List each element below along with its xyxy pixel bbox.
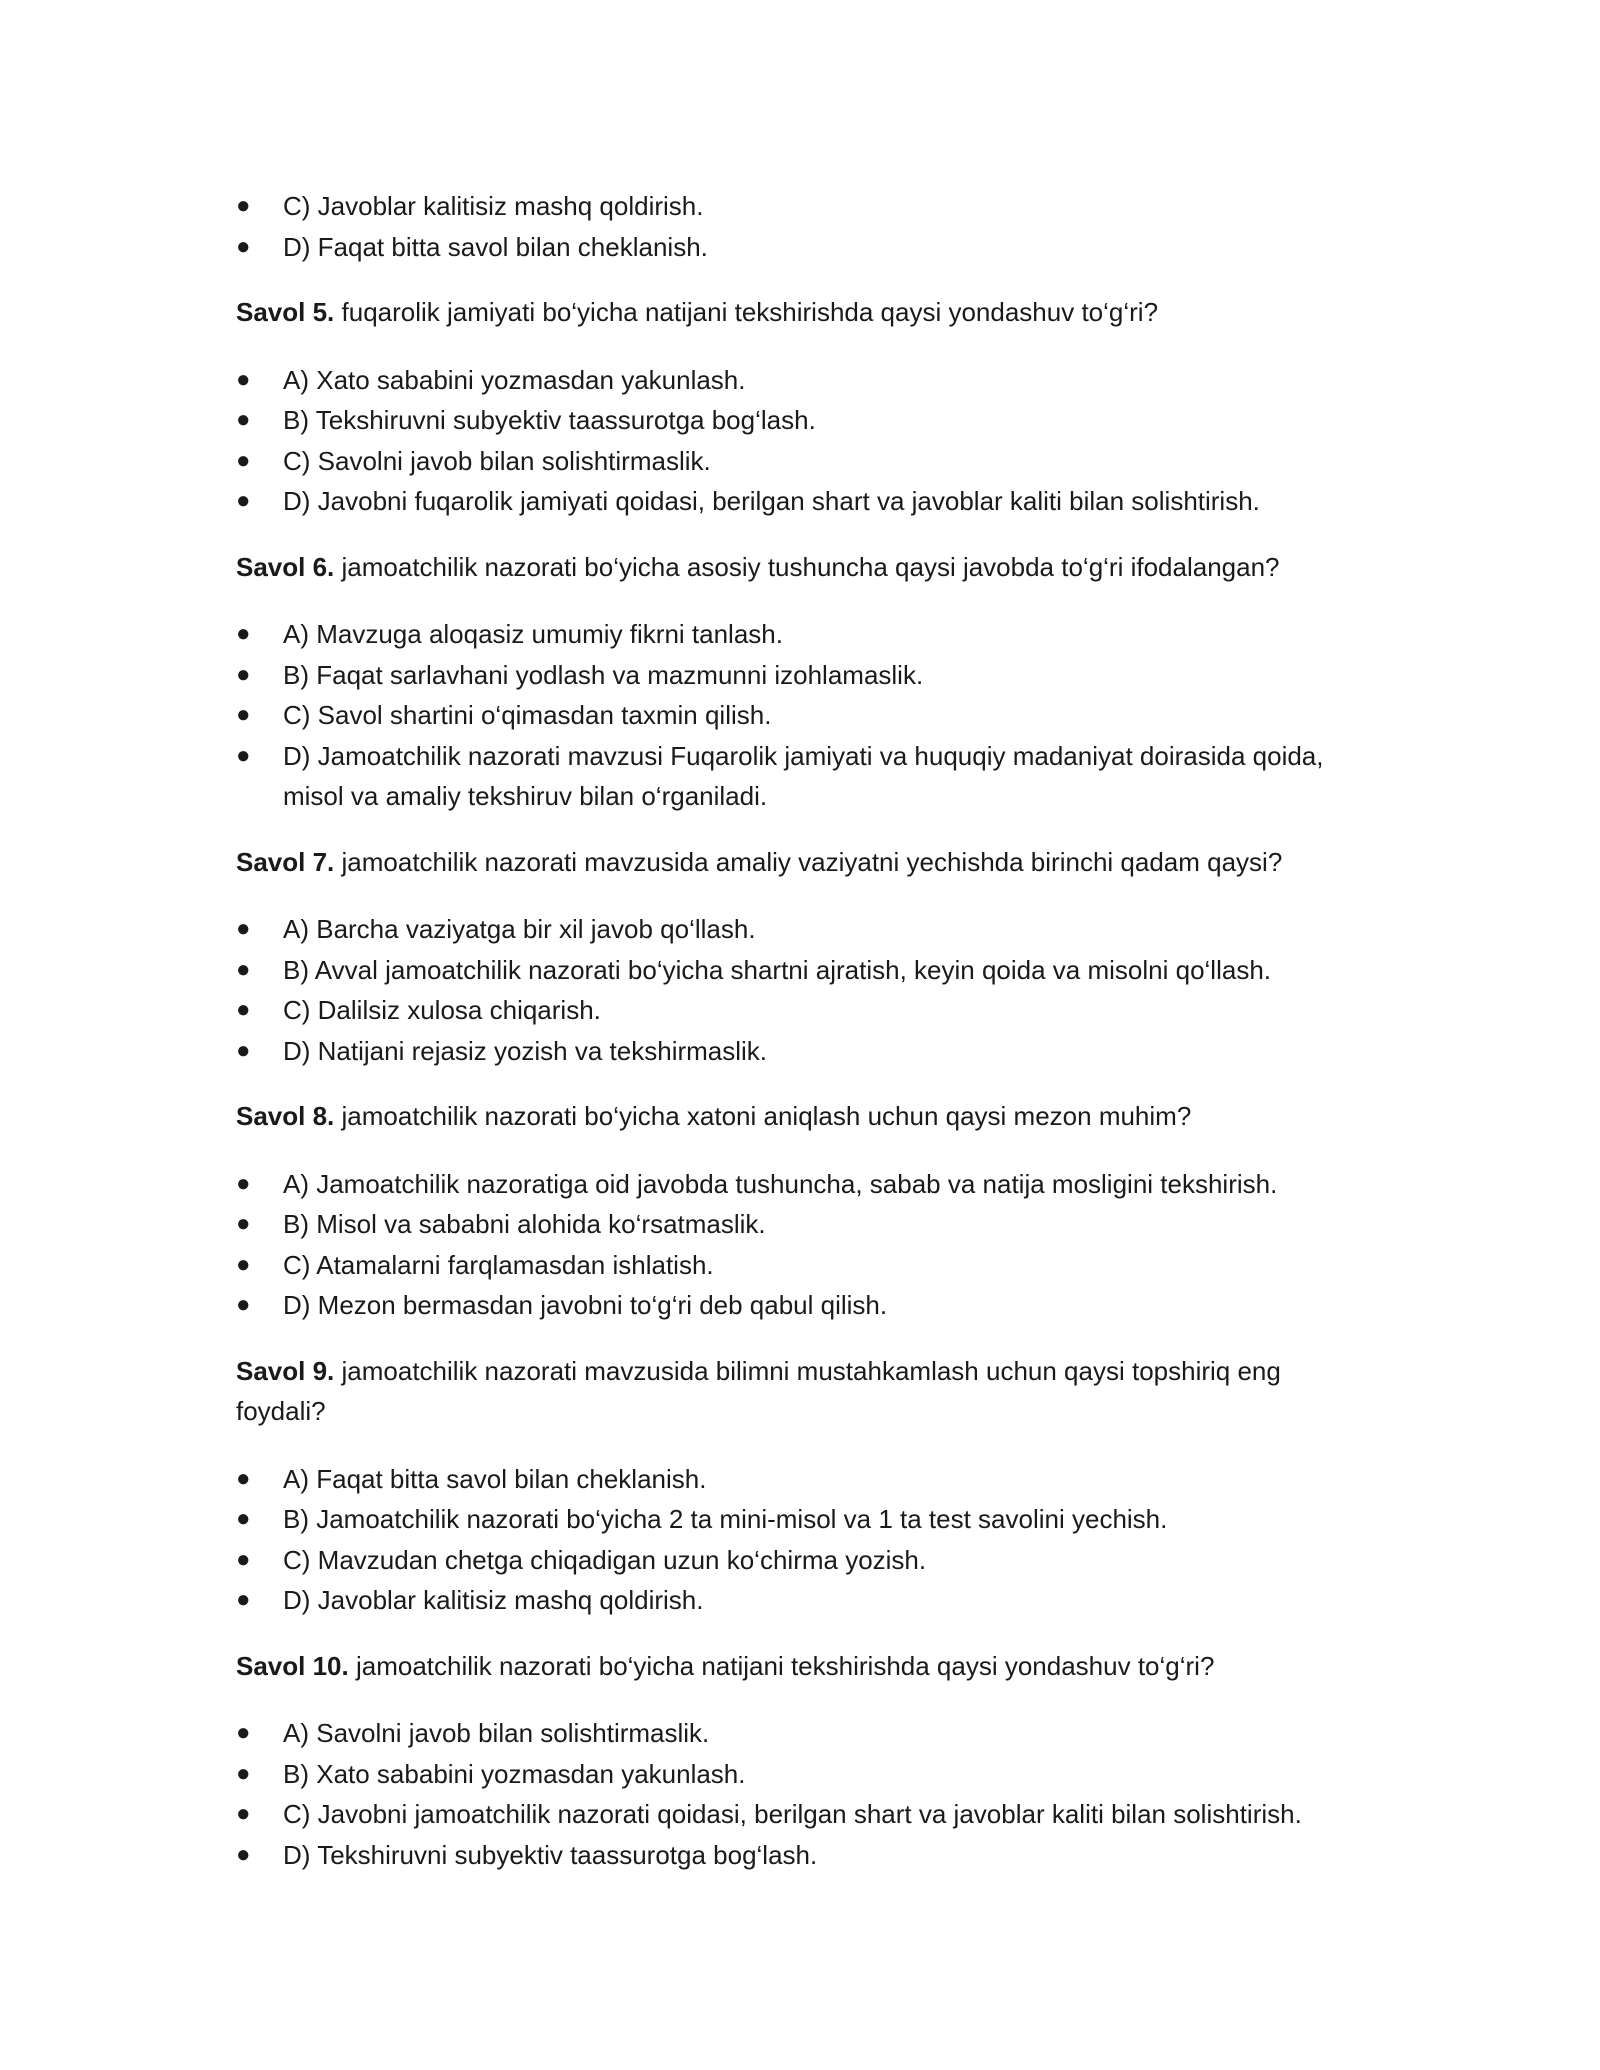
list-item: ● B) Xato sababini yozmasdan yakunlash. [236, 1754, 1356, 1795]
bullet-icon: ● [236, 996, 251, 1023]
list-item: ● B) Tekshiruvni subyektiv taassurotga bog‘lash. [236, 400, 1356, 441]
bullet-icon: ● [236, 1036, 251, 1064]
question-label: Savol 6. [236, 551, 335, 582]
list-item: ● D) Faqat bitta savol bilan cheklanish. [236, 227, 1356, 268]
list-item: ● C) Mavzudan chetga chiqadigan uzun ko‘chirma yozish. [236, 1540, 1356, 1581]
bullet-icon: ● [236, 1840, 251, 1868]
question-label: Savol 8. [236, 1101, 335, 1131]
list-item: ● C) Dalilsiz xulosa chiqarish. [236, 990, 1356, 1031]
list-item: ● A) Xato sababini yozmasdan yakunlash. [236, 360, 1356, 401]
bullet-icon: ● [236, 660, 251, 688]
question-heading [236, 547, 1356, 588]
question-text: fuqarolik jamiyati bo‘yicha natijani tekshirishda qaysi yondashuv to‘g‘ri? [334, 297, 1159, 327]
question-heading [236, 1096, 1356, 1137]
bullet-icon: ● [236, 620, 251, 647]
bullet-icon: ● [236, 1250, 251, 1278]
bullet-icon: ● [236, 915, 251, 942]
bullet-icon: ● [236, 1800, 251, 1827]
list-item: ● B) Misol va sababni alohida ko‘rsatmaslik. [236, 1204, 1356, 1245]
bullet-icon: ● [236, 1210, 251, 1237]
bullet-icon: ● [236, 1505, 251, 1532]
list-item: ● C) Javoblar kalitisiz mashq qoldirish. [236, 186, 1356, 227]
bullet-icon: ● [236, 1545, 251, 1573]
question-label: Savol 10. [236, 1650, 349, 1681]
bullet-icon: ● [236, 701, 251, 728]
bullet-icon: ● [236, 365, 251, 393]
bullet-icon: ● [236, 446, 251, 474]
list-item: ● A) Jamoatchilik nazoratiga oid javobda tushuncha, sabab va natija mosligini tekshirish. [236, 1164, 1356, 1205]
list-item: ● C) Atamalarni farqlamasdan ishlatish. [236, 1245, 1356, 1286]
bullet-icon: ● [236, 232, 251, 260]
list-item: ● D) Natijani rejasiz yozish va tekshirmaslik. [236, 1031, 1356, 1072]
bullet-icon: ● [236, 192, 251, 219]
list-item: ● D) Jamoatchilik nazorati mavzusi Fuqarolik jamiyati va huquqiy madaniyat doirasida qoida, misol va amaliy tekshiruv bilan o‘rganiladi. [236, 736, 1356, 817]
option-list [236, 909, 1356, 1071]
bullet-icon: ● [236, 1719, 251, 1746]
bullet-icon: ● [236, 1586, 251, 1613]
list-item: ● A) Mavzuga aloqasiz umumiy fikrni tanlash. [236, 614, 1356, 655]
option-list [236, 614, 1356, 817]
question-text: jamoatchilik nazorati bo‘yicha asosiy tushuncha qaysi javobda to‘g‘ri ifodalangan? [334, 551, 1280, 582]
list-item: ● A) Barcha vaziyatga bir xil javob qo‘llash. [236, 909, 1356, 950]
list-item: ● D) Tekshiruvni subyektiv taassurotga bog‘lash. [236, 1835, 1356, 1876]
question-heading [236, 1351, 1356, 1432]
bullet-icon: ● [236, 1464, 251, 1492]
list-item: ● A) Savolni javob bilan solishtirmaslik. [236, 1713, 1356, 1754]
question-text: jamoatchilik nazorati bo‘yicha xatoni aniqlash uchun qaysi mezon muhim? [334, 1101, 1192, 1131]
question-text: jamoatchilik nazorati mavzusida bilimni mustahkamlash uchun qaysi topshiriq eng foydali? [236, 1355, 1281, 1426]
question-heading [236, 292, 1356, 333]
bullet-icon: ● [236, 1291, 251, 1318]
question-heading [236, 842, 1356, 883]
bullet-icon: ● [236, 487, 251, 514]
question-heading [236, 1646, 1356, 1687]
question-text: jamoatchilik nazorati bo‘yicha natijani tekshirishda qaysi yondashuv to‘g‘ri? [348, 1650, 1215, 1681]
list-item: ● C) Savolni javob bilan solishtirmaslik. [236, 441, 1356, 482]
bullet-icon: ● [236, 955, 251, 983]
option-list [236, 1713, 1356, 1875]
list-item: ● B) Faqat sarlavhani yodlash va mazmunni izohlamaslik. [236, 655, 1356, 696]
list-item: ● D) Javoblar kalitisiz mashq qoldirish. [236, 1580, 1356, 1621]
list-item: ● C) Javobni jamoatchilik nazorati qoidasi, berilgan shart va javoblar kaliti bilan solishtirish. [236, 1794, 1356, 1835]
option-list [236, 1459, 1356, 1621]
question-label: Savol 9. [236, 1355, 335, 1386]
option-list [236, 1164, 1356, 1326]
bullet-icon: ● [236, 1169, 251, 1197]
list-item: ● D) Mezon bermasdan javobni to‘g‘ri deb qabul qilish. [236, 1285, 1356, 1326]
bullet-icon: ● [236, 741, 251, 769]
option-list [236, 360, 1356, 522]
list-item: ● A) Faqat bitta savol bilan cheklanish. [236, 1459, 1356, 1500]
list-item: ● B) Jamoatchilik nazorati bo‘yicha 2 ta mini-misol va 1 ta test savolini yechish. [236, 1499, 1356, 1540]
question-label: Savol 5. [236, 297, 335, 327]
list-item: ● D) Javobni fuqarolik jamiyati qoidasi, berilgan shart va javoblar kaliti bilan solishtirish. [236, 481, 1356, 522]
bullet-icon: ● [236, 406, 251, 433]
list-item: ● B) Avval jamoatchilik nazorati bo‘yicha shartni ajratish, keyin qoida va misolni qo‘llash. [236, 950, 1356, 991]
carryover-option-list [236, 186, 1356, 267]
question-label: Savol 7. [236, 846, 335, 877]
bullet-icon: ● [236, 1759, 251, 1787]
question-text: jamoatchilik nazorati mavzusida amaliy vaziyatni yechishda birinchi qadam qaysi? [334, 846, 1283, 877]
page-content [236, 186, 1356, 1875]
list-item: ● C) Savol shartini o‘qimasdan taxmin qilish. [236, 695, 1356, 736]
